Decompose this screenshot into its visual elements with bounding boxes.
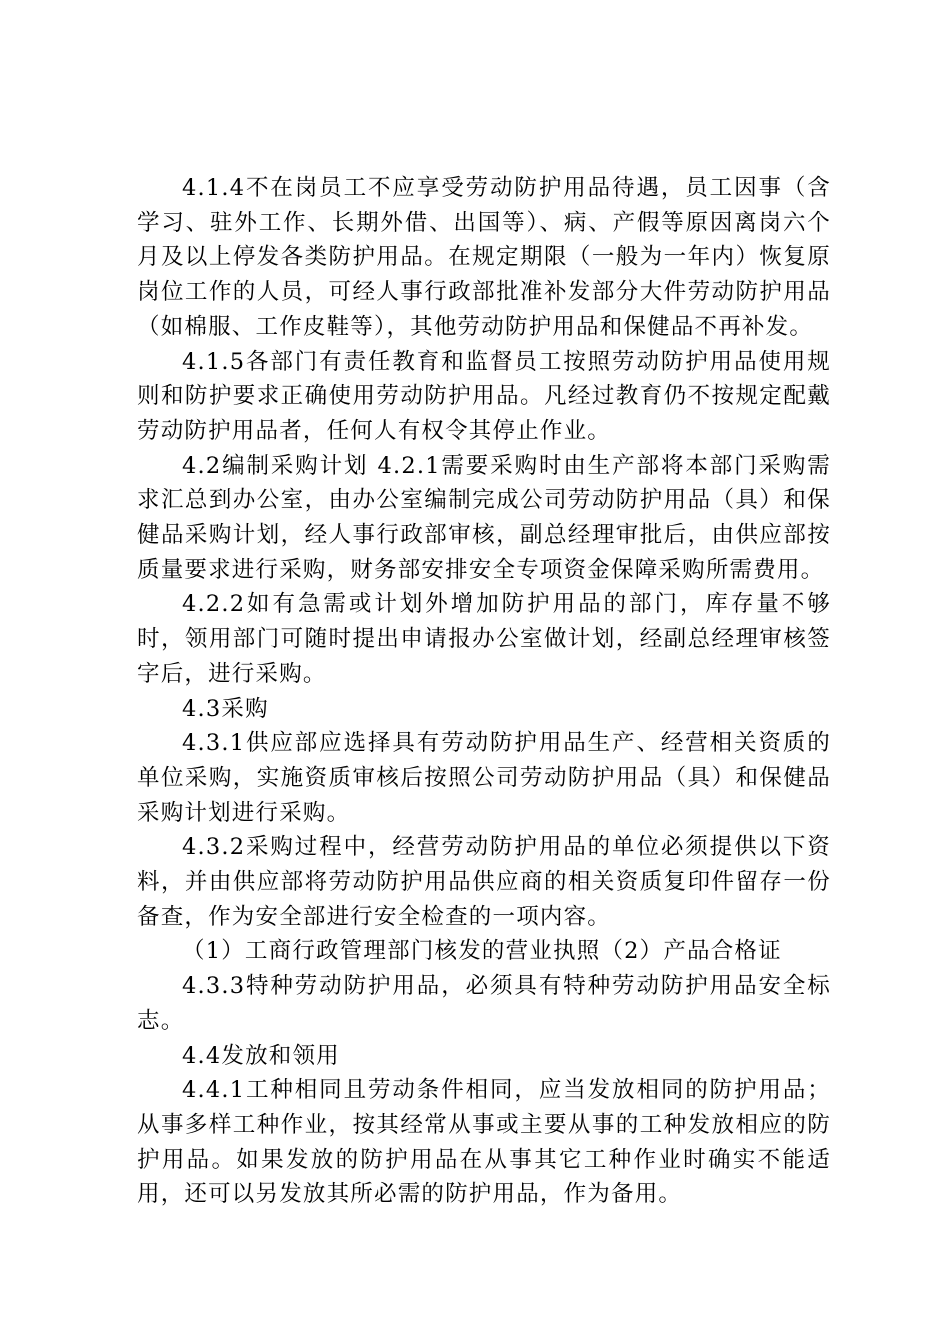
paragraph-4-2-2: 4.2.2如有急需或计划外增加防护用品的部门，库存量不够时，领用部门可随时提出申请报办公室做计划，经副总经理审核签字后，进行采购。 [137, 591, 831, 687]
document-body [137, 171, 831, 1212]
paragraph-4-1-4: 4.1.4不在岗员工不应享受劳动防护用品待遇，员工因事（含学习、驻外工作、长期外借、出国等）、病、产假等原因离岗六个月及以上停发各类防护用品。在规定期限（一般为一年内）恢复原岗位工作的人员，可经人事行政部批准补发部分大件劳动防护用品（如棉服、工作皮鞋等），其他劳动防护用品和保健品不再补发。 [137, 175, 831, 340]
paragraph-4-3-3: 4.3.3特种劳动防护用品，必须具有特种劳动防护用品安全标志。 [137, 973, 831, 1034]
paragraph-4-4-1: 4.4.1工种相同且劳动条件相同，应当发放相同的防护用品；从事多样工种作业，按其经常从事或主要从事的工种发放相应的防护用品。如果发放的防护用品在从事其它工种作业时确实不能适用，还可以另发放其所必需的防护用品，作为备用。 [137, 1077, 831, 1208]
paragraph-4-2-1: 4.2编制采购计划 4.2.1需要采购时由生产部将本部门采购需求汇总到办公室，由办公室编制完成公司劳动防护用品（具）和保健品采购计划，经人事行政部审核，副总经理审批后，由供应部按质量要求进行采购，财务部安排安全专项资金保障采购所需费用。 [137, 452, 831, 583]
paragraph-required-documents: （1）工商行政管理部门核发的营业执照（2）产品合格证 [182, 938, 782, 965]
section-heading-4-4: 4.4发放和领用 [182, 1042, 340, 1069]
paragraph-4-3-2: 4.3.2采购过程中，经营劳动防护用品的单位必须提供以下资料，并由供应部将劳动防护用品供应商的相关资质复印件留存一份备查，作为安全部进行安全检查的一项内容。 [137, 834, 831, 930]
section-heading-4-3: 4.3采购 [182, 695, 269, 722]
paragraph-4-3-1: 4.3.1供应部应选择具有劳动防护用品生产、经营相关资质的单位采购，实施资质审核后按照公司劳动防护用品（具）和保健品采购计划进行采购。 [137, 730, 831, 826]
paragraph-4-1-5: 4.1.5各部门有责任教育和监督员工按照劳动防护用品使用规则和防护要求正确使用劳动防护用品。凡经过教育仍不按规定配戴劳动防护用品者，任何人有权令其停止作业。 [137, 348, 831, 444]
